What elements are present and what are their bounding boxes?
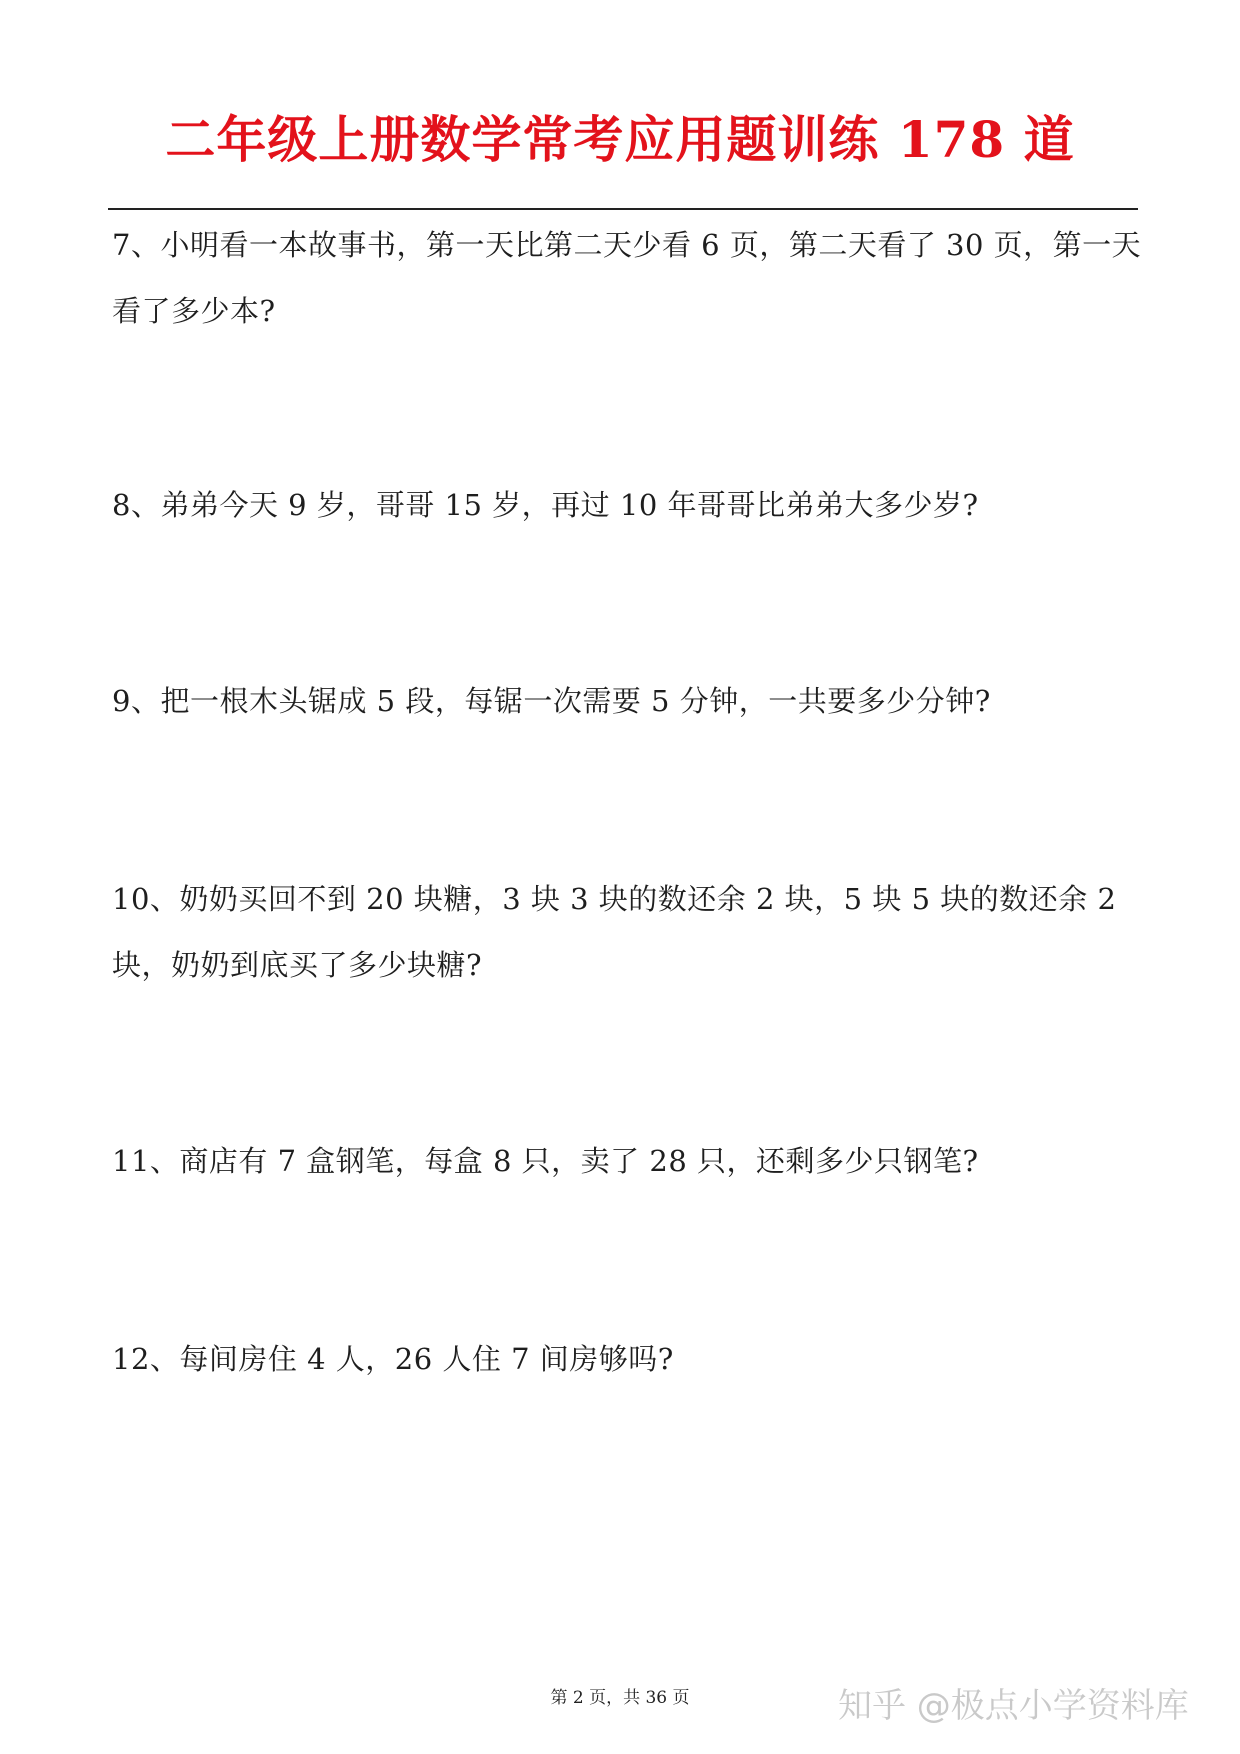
question-12: 12、每间房住 4 人，26 人住 7 间房够吗?: [112, 1342, 674, 1376]
question-9: 9、把一根木头锯成 5 段，每锯一次需要 5 分钟，一共要多少分钟?: [112, 684, 991, 718]
question-11: 11、商店有 7 盒钢笔，每盒 8 只，卖了 28 只，还剩多少只钢笔?: [112, 1144, 979, 1178]
page-number: 第 2 页，共 36 页: [550, 1688, 690, 1708]
question-7: 7、小明看一本故事书，第一天比第二天少看 6 页，第二天看了 30 页，第一天看了多少本?: [112, 228, 1142, 328]
watermark: 知乎 @极点小学资料库: [838, 1686, 1189, 1726]
title-divider: [108, 208, 1138, 210]
page-title: 二年级上册数学常考应用题训练 178 道: [165, 110, 1075, 169]
question-10: 10、奶奶买回不到 20 块糖，3 块 3 块的数还余 2 块，5 块 5 块的数还余 2 块，奶奶到底买了多少块糖?: [112, 882, 1117, 982]
question-8: 8、弟弟今天 9 岁，哥哥 15 岁，再过 10 年哥哥比弟弟大多少岁?: [112, 488, 979, 522]
